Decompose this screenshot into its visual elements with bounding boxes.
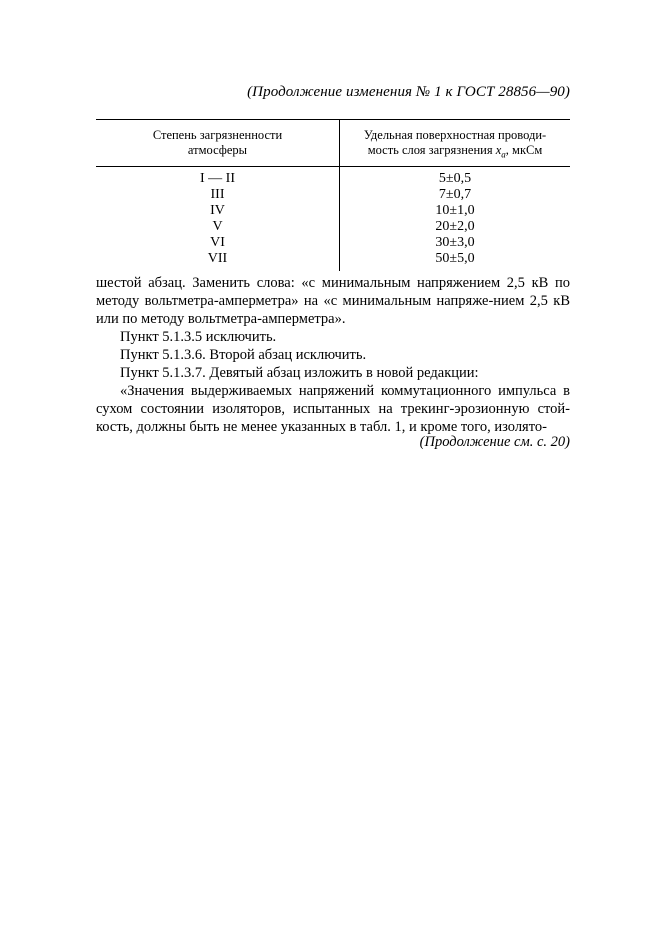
cell-value: 10±1,0 — [435, 203, 475, 218]
continuation-footer: (Продолжение см. с. 20) — [419, 434, 570, 450]
cell-value: 50±5,0 — [435, 251, 475, 266]
cell-value: 20±2,0 — [435, 219, 475, 234]
col-header-conductivity: Удельная поверхностная проводи- мость слоя загрязнения $x_a$, мкСм — [339, 120, 570, 166]
cell-value: 30±3,0 — [435, 235, 475, 250]
cell-value: 5±0,5 — [438, 171, 472, 186]
paragraph-5-1-3-5: Пункт 5.1.3.5 исключить. — [120, 329, 277, 345]
paragraph-5-1-3-6: Пункт 5.1.3.6. Второй абзац исключить. — [120, 347, 367, 363]
table-header — [96, 120, 570, 167]
cell-degree: VII — [207, 251, 228, 266]
cell-degree: I — II — [200, 171, 235, 186]
cell-degree: V — [212, 219, 223, 234]
body-text — [96, 274, 570, 436]
paragraph-quote: «Значения выдерживаемых напряжений коммутационного импульса в сухом состоянии изоляторов, испытанных на трекинг-эрозионную стой-кость, должны быть не менее указанных в табл. 1, и кроме того, изолято- — [96, 383, 570, 435]
value-column — [339, 167, 570, 271]
paragraph-5-1-3-7: Пункт 5.1.3.7. Девятый абзац изложить в новой редакции: — [120, 365, 479, 381]
cell-degree: IV — [210, 203, 225, 218]
degree-column — [96, 167, 339, 271]
cell-value: 7±0,7 — [438, 187, 472, 202]
continuation-header: (Продолжение изменения № 1 к ГОСТ 28856—90) — [247, 84, 570, 100]
cell-degree: VI — [210, 235, 225, 250]
table-body — [96, 167, 570, 271]
cell-degree: III — [210, 187, 225, 202]
paragraph-sixth-abzac: шестой абзац. Заменить слова: «с минимальным напряжением 2,5 кВ по методу вольтметра-амперметра» на «с минимальным напряже-нием 2,5 кВ или по методу вольтметра-амперметра». — [96, 275, 570, 327]
pollution-table — [96, 119, 570, 271]
col-header-pollution-degree: Степень загрязненности атмосферы — [152, 128, 283, 157]
